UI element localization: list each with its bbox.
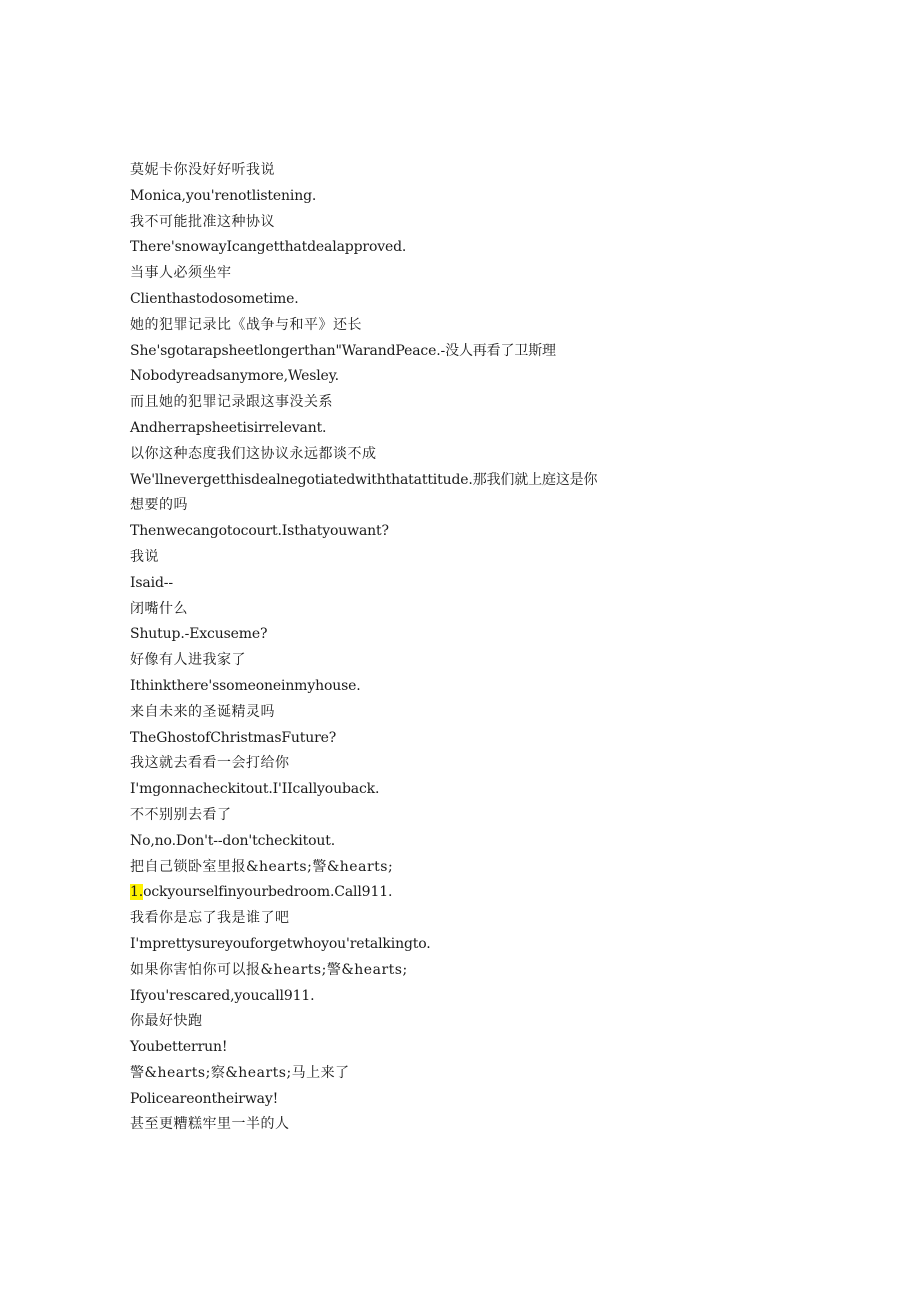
subtitle-line-english: I'mprettysureyouforgetwhoyou'retalkingto. <box>130 935 431 952</box>
subtitle-line-chinese: 我这就去看看一会打给你 <box>130 755 290 772</box>
subtitle-line-chinese: 她的犯罪记录比《战争与和平》还长 <box>130 316 362 333</box>
subtitle-line-chinese: 警&hearts;察&hearts;马上来了 <box>130 1064 350 1081</box>
document-body <box>130 158 610 1138</box>
highlighted-text: 1. <box>130 884 144 901</box>
subtitle-line-english <box>130 880 610 906</box>
subtitle-line-chinese: 如果你害怕你可以报&hearts;警&hearts; <box>130 961 408 978</box>
subtitle-line-chinese: 闭嘴什么 <box>130 600 188 617</box>
subtitle-line-english: I'mgonnacheckitout.I'IIcallyouback. <box>130 781 380 798</box>
subtitle-line-english: Andherrapsheetisirrelevant. <box>130 419 327 436</box>
subtitle-line-chinese: 当事人必须坐牢 <box>130 265 232 282</box>
subtitle-line-english: Monica,you'renotlistening. <box>130 187 317 204</box>
subtitle-line-english: Youbetterrun! <box>130 1039 228 1056</box>
subtitle-line-chinese: 我说 <box>130 548 159 565</box>
subtitle-line-chinese: 而且她的犯罪记录跟这事没关系 <box>130 394 333 411</box>
subtitle-line-chinese: 你最好快跑 <box>130 1013 203 1030</box>
subtitle-line-english: TheGhostofChristmasFuture? <box>130 729 337 746</box>
subtitle-line-english: She'sgotarapsheetlongerthan"WarandPeace.-没人再看了卫斯理 <box>130 342 556 359</box>
subtitle-line-english: Shutup.-Excuseme? <box>130 626 268 643</box>
line-text: ockyourselfinyourbedroom.Call911. <box>143 884 393 901</box>
subtitle-line-chinese: 好像有人进我家了 <box>130 652 246 669</box>
subtitle-line-chinese: 想要的吗 <box>130 497 188 514</box>
subtitle-line-english: Clienthastodosometime. <box>130 290 299 307</box>
subtitle-line-english: Nobodyreadsanymore,Wesley. <box>130 368 339 385</box>
subtitle-line-chinese: 莫妮卡你没好好听我说 <box>130 162 275 178</box>
subtitle-line-chinese: 把自己锁卧室里报&hearts;警&hearts; <box>130 858 394 875</box>
subtitle-line-english: Thenwecangotocourt.Isthatyouwant? <box>130 523 389 540</box>
subtitle-line-english: Ithinkthere'ssomeoneinmyhouse. <box>130 677 361 694</box>
subtitle-line-english: No,no.Don't--don'tcheckitout. <box>130 832 336 849</box>
subtitle-line-chinese: 我看你是忘了我是谁了吧 <box>130 910 290 927</box>
subtitle-line-chinese: 以你这种态度我们这协议永远都谈不成 <box>130 445 377 462</box>
subtitle-line-english: Isaid-- <box>130 574 173 591</box>
subtitle-line-chinese: 我不可能批准这种协议 <box>130 213 275 230</box>
subtitle-line-english: There'snowayIcangetthatdealapproved. <box>130 239 407 256</box>
subtitle-line-english: Ifyou'rescared,youcall911. <box>130 987 315 1004</box>
subtitle-line-english: Policeareontheirway! <box>130 1090 279 1107</box>
subtitle-line-chinese: 甚至更糟糕牢里一半的人 <box>130 1116 290 1133</box>
subtitle-line-chinese: 来自未来的圣诞精灵吗 <box>130 703 275 720</box>
subtitle-line-chinese: 不不别别去看了 <box>130 806 232 823</box>
subtitle-line-english: We'llnevergetthisdealnegotiatedwiththatattitude.那我们就上庭这是你 <box>130 471 598 488</box>
